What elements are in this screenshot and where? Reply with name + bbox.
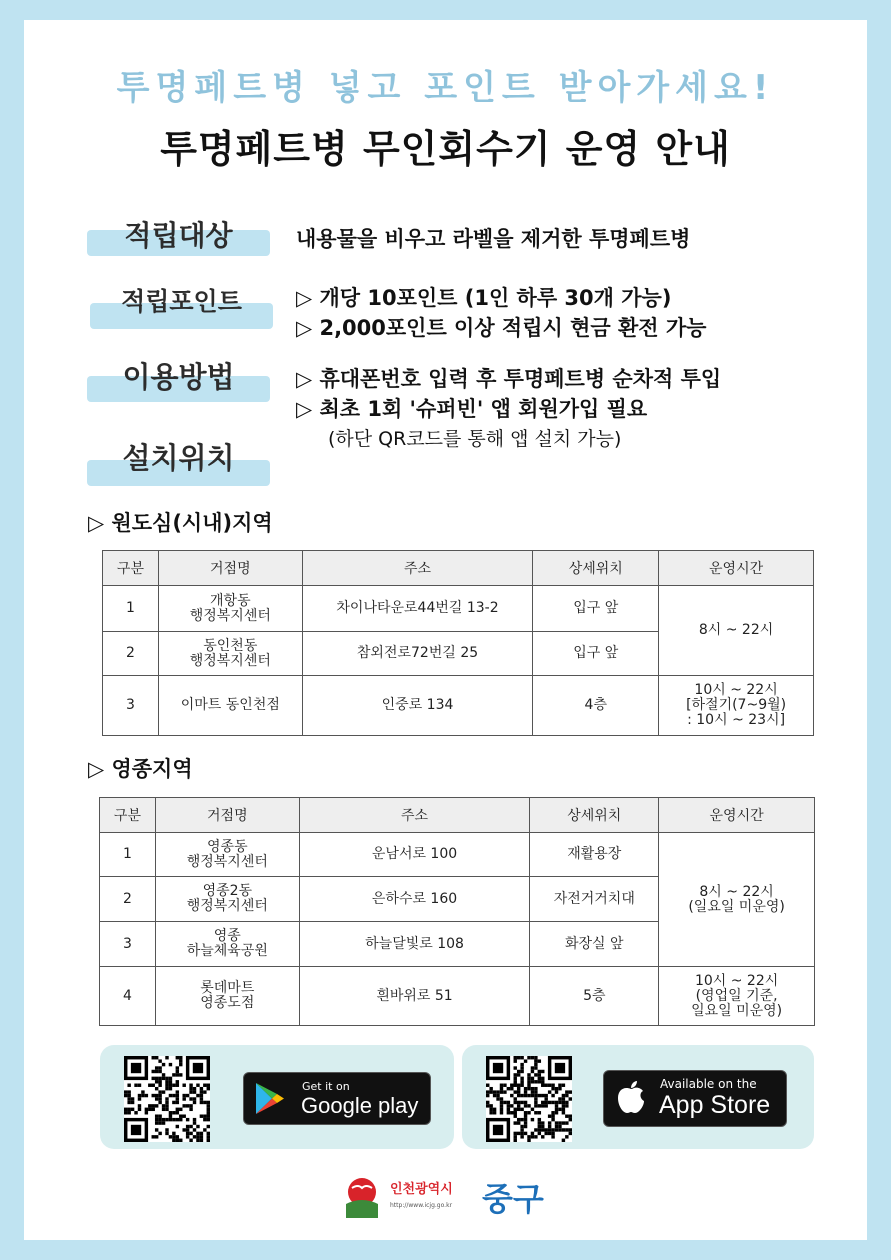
row-name-line: 행정복지센터 (189, 607, 271, 624)
row-no: 1 (103, 586, 159, 632)
col-header-detail: 상세위치 (530, 798, 659, 833)
tag-usage (87, 360, 270, 402)
table-row (100, 967, 815, 1026)
points-line: ▷ 개당 10포인트 (1인 하루 30개 가능) (296, 286, 672, 310)
badge-small-text: Available on the (660, 1077, 757, 1091)
tag-target-label: 적립대상 (124, 219, 233, 252)
tag-points (90, 287, 273, 329)
hours-line: (영업일 기준, (695, 987, 778, 1004)
google-play-icon (256, 1083, 284, 1114)
hours-line: 10시 ~ 22시 (694, 682, 778, 698)
hours-line: 일요일 미운영) (691, 1002, 783, 1019)
usage-note: (하단 QR코드를 통해 앱 설치 가능) (328, 428, 622, 450)
row-name-line: 영종2동 (202, 883, 253, 899)
table-row (103, 676, 814, 736)
col-header-name: 거점명 (158, 551, 302, 586)
row-detail: 입구 앞 (533, 586, 659, 632)
col-header-name: 거점명 (155, 798, 299, 833)
tag-location-label: 설치위치 (122, 441, 235, 475)
row-name-line: 행정복지센터 (186, 898, 268, 914)
row-no: 2 (103, 632, 159, 676)
downtown-table (102, 550, 814, 736)
target-description: 내용물을 비우고 라벨을 제거한 투명페트병 (296, 227, 691, 251)
junggu-logo (340, 1172, 560, 1222)
badge-small-text: Get it on (302, 1080, 350, 1093)
row-address: 인중로 134 (302, 676, 533, 736)
points-text (296, 283, 706, 343)
row-no: 4 (100, 967, 156, 1026)
table-header-row (103, 551, 814, 586)
target-text (296, 224, 690, 254)
row-hours: 8시 ~ 22시 (659, 586, 814, 676)
row-hours (659, 967, 815, 1026)
col-header-no: 구분 (103, 551, 159, 586)
row-name (155, 877, 299, 922)
logo-org: 인천광역시 (390, 1182, 453, 1197)
tag-location (87, 441, 270, 486)
hours-line: (일요일 미운영) (688, 898, 785, 915)
col-header-detail: 상세위치 (533, 551, 659, 586)
logo-name: 중구 (482, 1180, 544, 1218)
row-address: 은하수로 160 (299, 877, 530, 922)
col-header-no: 구분 (100, 798, 156, 833)
junggu-emblem-icon (340, 1174, 384, 1220)
row-hours (659, 676, 814, 736)
qr-code-icon[interactable] (486, 1056, 572, 1142)
yeongjong-table (99, 797, 815, 1026)
col-header-address: 주소 (299, 798, 530, 833)
row-name-line: 동인천동 (203, 637, 258, 654)
row-detail: 자전거거치대 (530, 877, 659, 922)
hours-line: : 10시 ~ 23시] (687, 712, 786, 728)
region-title-downtown: ▷ 원도심(시내)지역 (88, 511, 273, 535)
row-address: 차이나타운로44번길 13-2 (302, 586, 533, 632)
poster-title: 투명페트병 무인회수기 운영 안내 (160, 127, 731, 171)
google-play-badge[interactable] (243, 1072, 431, 1125)
row-address: 하늘달빛로 108 (299, 922, 530, 967)
row-detail: 5층 (530, 967, 659, 1026)
col-header-hours: 운영시간 (659, 551, 814, 586)
row-address: 흰바위로 51 (299, 967, 530, 1026)
hours-line: [하절기(7~9월) (686, 697, 787, 713)
badge-big-text: App Store (659, 1091, 771, 1119)
tag-usage-label: 이용방법 (122, 360, 235, 394)
row-name-line: 행정복지센터 (189, 652, 271, 669)
row-name (158, 586, 302, 632)
hours-line: 8시 ~ 22시 (699, 883, 774, 900)
poster-subtitle: 투명페트병 넣고 포인트 받아가세요! (116, 68, 775, 108)
row-name-line: 영종 (213, 928, 241, 944)
app-store-panel (462, 1045, 814, 1149)
row-no: 2 (100, 877, 156, 922)
row-name (155, 922, 299, 967)
row-no: 3 (100, 922, 156, 967)
row-no: 1 (100, 833, 156, 877)
hours-line: 10시 ~ 22시 (694, 972, 779, 989)
row-detail: 재활용장 (530, 833, 659, 877)
row-name-line: 개항동 (210, 592, 251, 609)
row-detail: 입구 앞 (533, 632, 659, 676)
row-name-line: 영종동 (207, 838, 248, 855)
row-name (155, 833, 299, 877)
row-name (155, 967, 299, 1026)
col-header-address: 주소 (302, 551, 533, 586)
row-detail: 4층 (533, 676, 659, 736)
apple-icon (616, 1079, 646, 1115)
col-header-hours: 운영시간 (659, 798, 815, 833)
qr-code-icon[interactable] (124, 1056, 210, 1142)
usage-line: ▷ 휴대폰번호 입력 후 투명페트병 순차적 투입 (296, 367, 722, 391)
row-no: 3 (103, 676, 159, 736)
row-name-line: 영종도점 (200, 995, 255, 1011)
row-hours (659, 833, 815, 967)
tag-target (87, 219, 270, 256)
row-detail: 화장실 앞 (530, 922, 659, 967)
table-row (100, 833, 815, 877)
google-play-panel (100, 1045, 454, 1149)
row-name-line: 행정복지센터 (186, 853, 268, 870)
app-store-badge[interactable] (603, 1070, 787, 1127)
usage-text (296, 364, 721, 454)
tag-points-label: 적립포인트 (121, 287, 242, 316)
row-name-line: 하늘체육공원 (186, 943, 268, 959)
table-header-row (100, 798, 815, 833)
row-address: 참외전로72번길 25 (302, 632, 533, 676)
usage-line: ▷ 최초 1회 '슈퍼빈' 앱 회원가입 필요 (296, 397, 648, 421)
row-name: 이마트 동인천점 (158, 676, 302, 736)
points-line: ▷ 2,000포인트 이상 적립시 현금 환전 가능 (296, 316, 707, 340)
badge-big-text: Google play (301, 1093, 419, 1118)
row-name-line: 롯데마트 (200, 980, 255, 996)
logo-url: http://www.icjg.go.kr (390, 1202, 453, 1209)
row-address: 운남서로 100 (299, 833, 530, 877)
region-title-yeongjong: ▷ 영종지역 (88, 757, 193, 781)
table-row (103, 586, 814, 632)
row-name (158, 632, 302, 676)
